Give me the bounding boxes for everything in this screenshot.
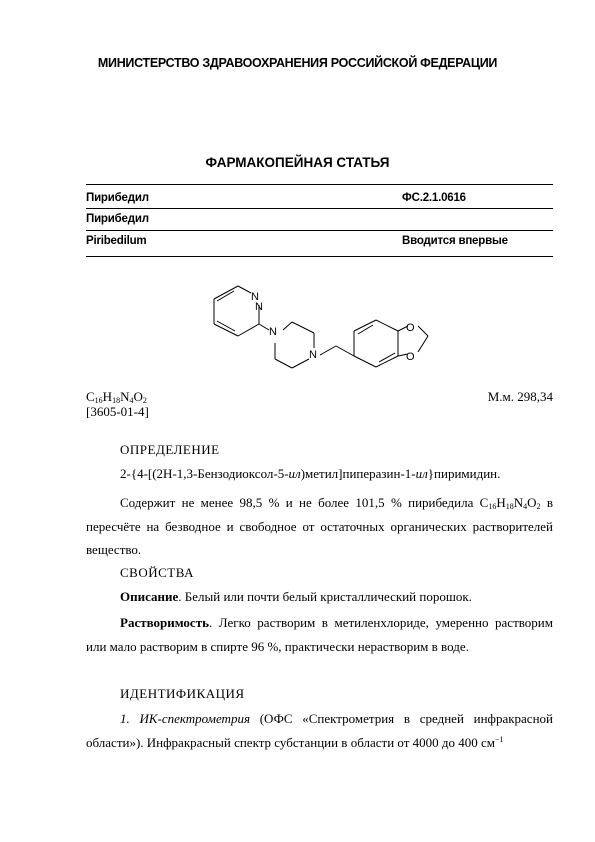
molecular-mass: М.м. 298,34 xyxy=(487,389,553,404)
heading-definition: ОПРЕДЕЛЕНИЕ xyxy=(120,442,220,457)
document-title: ФАРМАКОПЕЙНАЯ СТАТЬЯ xyxy=(205,155,390,170)
article-name-latin: Piribedilum xyxy=(86,235,147,247)
ministry-header: МИНИСТЕРСТВО ЗДРАВООХРАНЕНИЯ РОССИЙСКОЙ ФЕДЕРАЦИИ xyxy=(97,56,498,70)
cas-number: [3605-01-4] xyxy=(86,404,149,419)
atom-o-2: O xyxy=(406,351,415,363)
atom-n-piperazine-2: N xyxy=(309,349,317,361)
atom-n-pyrimidine-1: N xyxy=(251,291,259,303)
atom-n-pyrimidine-2: N xyxy=(255,301,263,313)
description-paragraph: Описание. Белый или почти белый кристаллический порошок. xyxy=(120,589,472,604)
ir-paragraph: 1. ИК-спектрометрия (ОФС «Спектрометрия в средней инфракрасной области»). Инфракрасный спектр субстанции в области от 4000 до 400 $см^{-1}$ xyxy=(86,711,553,750)
article-name-ru: Пирибедил xyxy=(86,192,149,204)
heading-identification: ИДЕНТИФИКАЦИЯ xyxy=(120,686,245,701)
heading-properties: СВОЙСТВА xyxy=(120,565,194,580)
article-code: ФС.2.1.0616 xyxy=(402,192,466,204)
article-status: Вводится впервые xyxy=(402,235,508,247)
content-paragraph: Содержит не менее 98,5 % и не более 101,5 % пирибедила $C_{16}H_{18}N_4O_2$ в пересчёте на безводное и свободное от остаточных органических растворителей вещество. xyxy=(86,495,553,557)
iupac-name: 2-{4-[(2H-1,3-Бензодиоксол-5-ил)метил]пиперазин-1-ил}пиримидин. xyxy=(120,466,501,481)
atom-n-piperazine-1: N xyxy=(269,326,277,338)
solubility-paragraph: Растворимость. Легко растворим в метиленхлориде, умеренно растворим или мало растворим в спирте 96 %, практически нерастворим в воде. xyxy=(86,615,553,654)
atom-o-1: O xyxy=(406,322,415,334)
molecular-formula: $C_{16}H_{18}N_4O_2$ xyxy=(86,389,147,405)
article-name-ru-2: Пирибедил xyxy=(86,213,149,225)
